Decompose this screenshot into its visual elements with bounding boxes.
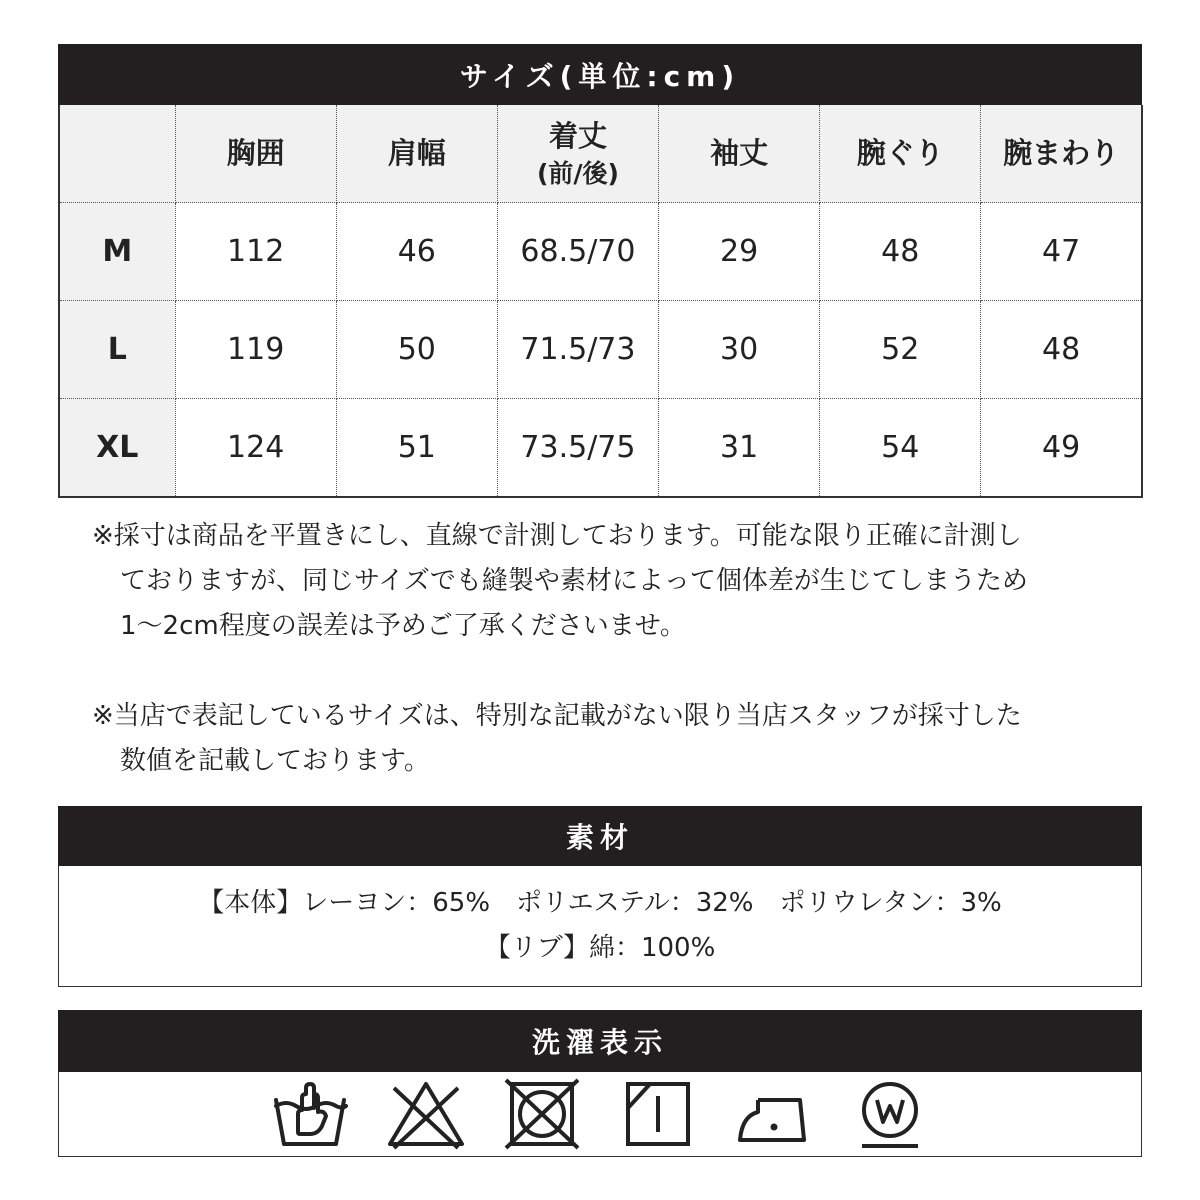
size-label: M (59, 203, 175, 301)
column-header: 肩幅 (336, 105, 497, 203)
column-header: 腕ぐり (820, 105, 981, 203)
iron-low-icon (734, 1078, 814, 1150)
column-header: 腕まわり (981, 105, 1142, 203)
table-cell: 48 (981, 301, 1142, 399)
material-section-header (58, 806, 1142, 866)
care-section-title: 洗濯表示 (531, 1026, 668, 1059)
measurement-note: ※採寸は商品を平置きにし、直線で計測しております。可能な限り正確に計測し ておりますが、同じサイズでも縫製や素材によって個体差が生じてしまうため 1〜2cm程度の誤差は予めご了承くださいませ。 (92, 521, 1028, 641)
material-box (58, 866, 1142, 987)
no-bleach-icon (386, 1078, 466, 1150)
staff-note: ※当店で表記しているサイズは、特別な記載がない限り当店スタッフが採寸した 数値を記載しております。 (92, 701, 1022, 776)
material-body-line: 【本体】レーヨン：65% ポリエステル：32% ポリウレタン：3% (198, 888, 1002, 918)
column-header: 袖丈 (659, 105, 820, 203)
table-cell: 73.5/75 (497, 399, 658, 498)
size-label: L (59, 301, 175, 399)
table-cell: 124 (175, 399, 336, 498)
no-tumble-dry-icon (502, 1078, 582, 1150)
table-row (59, 203, 1142, 301)
hand-wash-icon (270, 1078, 350, 1150)
table-cell: 46 (336, 203, 497, 301)
wet-clean-icon (850, 1078, 930, 1150)
size-table-corner (59, 105, 175, 203)
table-cell: 112 (175, 203, 336, 301)
table-cell: 54 (820, 399, 981, 498)
material-section-title: 素材 (565, 821, 634, 854)
column-header: 胸囲 (175, 105, 336, 203)
table-cell: 71.5/73 (497, 301, 658, 399)
size-notes (92, 514, 1112, 649)
care-symbols-box (58, 1072, 1142, 1157)
table-cell: 48 (820, 203, 981, 301)
table-cell: 52 (820, 301, 981, 399)
table-cell: 31 (659, 399, 820, 498)
column-header: 着丈 (前/後) (497, 105, 658, 203)
table-row (59, 301, 1142, 399)
table-row (59, 399, 1142, 498)
table-cell: 49 (1042, 430, 1081, 465)
material-rib-line: 【リブ】綿：100% (484, 933, 716, 963)
size-table-header-row (59, 105, 1142, 203)
size-table (58, 105, 1143, 498)
table-cell: 51 (336, 399, 497, 498)
size-section-header (58, 44, 1142, 105)
table-cell: 50 (336, 301, 497, 399)
size-label: XL (59, 399, 175, 498)
table-cell: 68.5/70 (497, 203, 658, 301)
table-cell: 119 (175, 301, 336, 399)
size-section-title: サイズ(単位:cm) (459, 59, 741, 93)
table-cell: 29 (659, 203, 820, 301)
drip-dry-icon (618, 1078, 698, 1150)
care-section-header (58, 1010, 1142, 1072)
table-cell: 47 (981, 203, 1142, 301)
table-cell: 30 (659, 301, 820, 399)
